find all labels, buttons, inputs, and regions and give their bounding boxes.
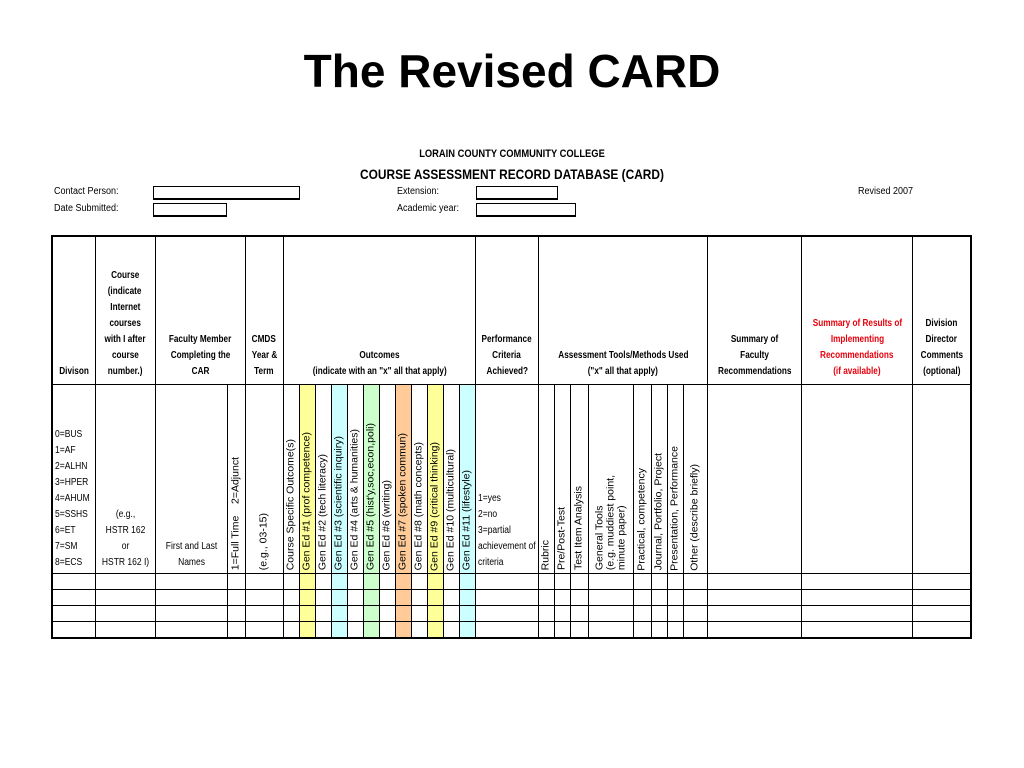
header-row <box>52 236 971 384</box>
outcome-gen-ed-7: Gen Ed #7 (spoken commun) <box>395 384 411 573</box>
card-form-table <box>51 235 972 639</box>
table-row[interactable] <box>52 589 971 605</box>
table-row[interactable] <box>52 621 971 638</box>
summary-faculty-cell <box>707 384 801 573</box>
tool-test-item-analysis: Test Item Analysis <box>570 384 588 573</box>
academic-year-field[interactable] <box>476 203 576 217</box>
tool-presentation-performance: Presentation, Performance <box>667 384 683 573</box>
performance-codes: 1=yes 2=no 3=partial achievement of criteria <box>475 384 538 573</box>
tools-header: Assessment Tools/Methods Used ("x" all that apply) <box>538 236 707 384</box>
outcome-gen-ed-10: Gen Ed #10 (multicultural) <box>443 384 459 573</box>
faculty-header: Faculty Member Completing the CAR <box>155 236 245 384</box>
course-example: (e.g., HSTR 162 or HSTR 162 I) <box>95 384 155 573</box>
performance-header: Performance Criteria Achieved? <box>475 236 538 384</box>
tool-practical-competency: Practical, competency <box>633 384 651 573</box>
tool-other: Other (describe briefly) <box>683 384 707 573</box>
document-title: COURSE ASSESSMENT RECORD DATABASE (CARD) <box>360 166 664 182</box>
outcome-gen-ed-5: Gen Ed #5 (hist'y,soc,econ,poli) <box>363 384 379 573</box>
summary-results-cell <box>802 384 913 573</box>
date-submitted-label: Date Submitted: <box>54 203 119 214</box>
outcome-gen-ed-3: Gen Ed #3 (scientific inquiry) <box>331 384 347 573</box>
faculty-names-example: First and Last Names <box>155 384 227 573</box>
summary-results-header: Summary of Results of Implementing Recommendations (if available) <box>802 236 913 384</box>
college-name: LORAIN COUNTY COMMUNITY COLLEGE <box>419 148 605 160</box>
outcome-gen-ed-2: Gen Ed #2 (tech literacy) <box>315 384 331 573</box>
outcome-gen-ed-8: Gen Ed #8 (math concepts) <box>411 384 427 573</box>
tool-journal-portfolio: Journal, Portfolio, Project <box>651 384 667 573</box>
division-codes: 0=BUS 1=AF 2=ALHN 3=HPER 4=AHUM 5=SSHS 6=ET 7=SM 8=ECS <box>52 384 95 573</box>
director-comments-cell <box>913 384 971 573</box>
outcome-gen-ed-9: Gen Ed #9 (critical thinking) <box>427 384 443 573</box>
outcome-gen-ed-11: Gen Ed #11 (lifestyle) <box>459 384 475 573</box>
legend-row <box>52 384 971 573</box>
employment-codes: 1=Full Time 2=Adjunct <box>227 384 245 573</box>
tool-pre-post-test: Pre/Post-Test <box>554 384 570 573</box>
outcome-gen-ed-6: Gen Ed #6 (writing) <box>379 384 395 573</box>
revised-date: Revised 2007 <box>858 186 914 197</box>
extension-label: Extension: <box>397 186 440 197</box>
outcome-gen-ed-4: Gen Ed #4 (arts & humanities) <box>347 384 363 573</box>
outcomes-header: Outcomes (indicate with an "x" all that apply) <box>283 236 475 384</box>
outcome-gen-ed-1: Gen Ed #1 (prof competence) <box>299 384 315 573</box>
director-header: Division Director Comments (optional) <box>913 236 971 384</box>
term-example: (e.g., 03-15) <box>245 384 283 573</box>
contact-person-field[interactable] <box>153 186 300 200</box>
date-submitted-field[interactable] <box>153 203 227 217</box>
extension-field[interactable] <box>476 186 558 200</box>
tool-general-tools: General Tools (e.g. muddiest point, minute paper) <box>588 384 633 573</box>
summary-faculty-header: Summary of Faculty Recommendations <box>707 236 801 384</box>
division-header: Divison <box>52 236 95 384</box>
academic-year-label: Academic year: <box>397 203 460 214</box>
contact-person-label: Contact Person: <box>54 186 119 197</box>
slide-title: The Revised CARD <box>303 45 721 97</box>
course-header: Course (indicate Internet courses with I after course number.) <box>95 236 155 384</box>
outcome-course-specific: Course Specific Outcome(s) <box>283 384 299 573</box>
table-row[interactable] <box>52 573 971 589</box>
table-row[interactable] <box>52 605 971 621</box>
cmds-header: CMDS Year & Term <box>245 236 283 384</box>
tool-rubric: Rubric <box>538 384 554 573</box>
